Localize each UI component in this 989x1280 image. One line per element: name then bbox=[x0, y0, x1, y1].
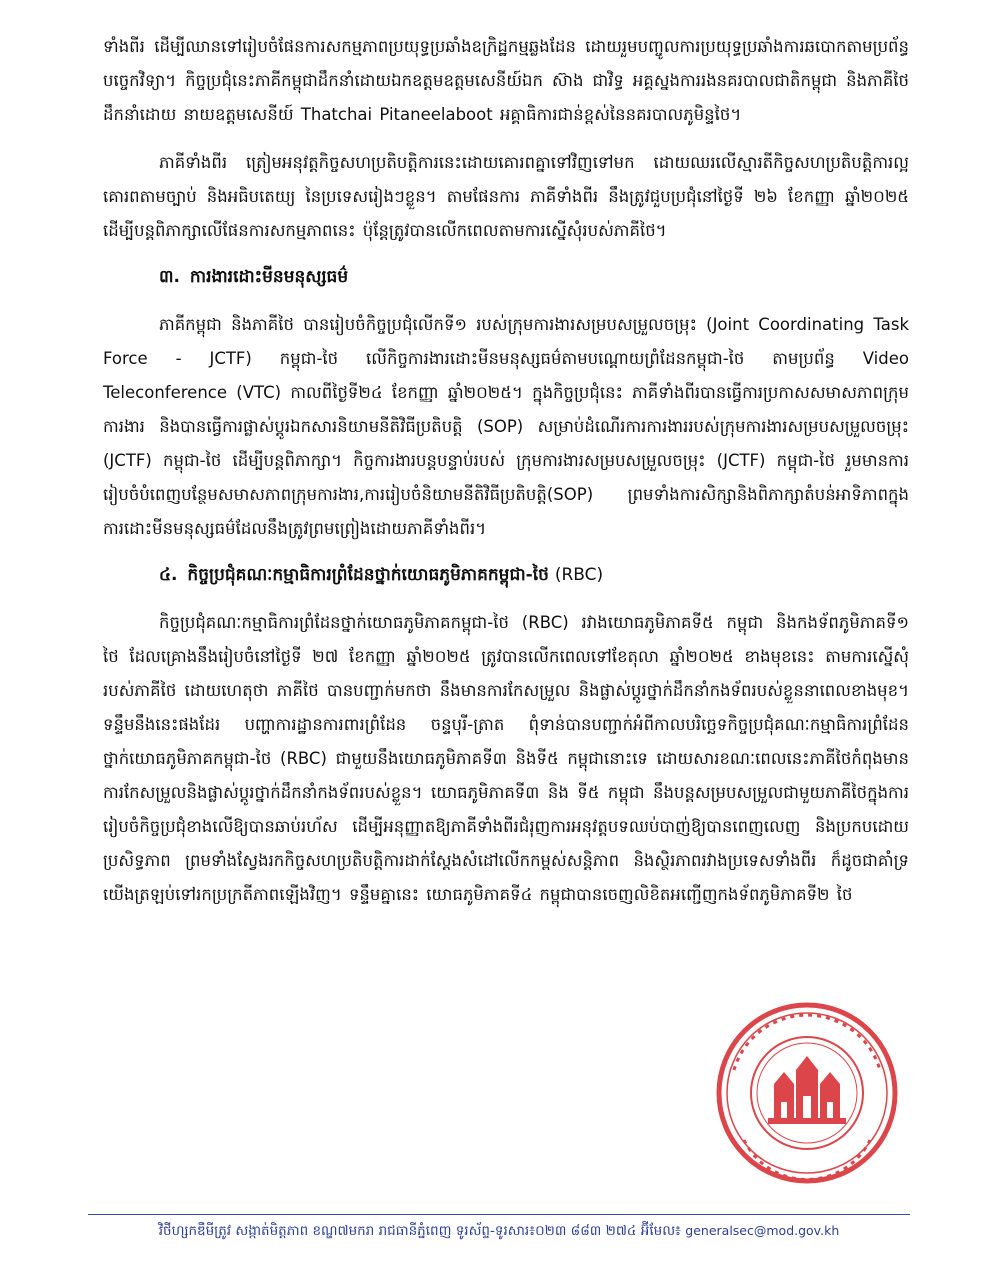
ministry-seal bbox=[704, 1000, 910, 1186]
section-title-4-abbr: (RBC) bbox=[554, 565, 604, 585]
paragraph-continuation: ទាំងពីរ ដើម្បីឈានទៅរៀបចំផែនការសកម្មភាពប្រយុទ្ធប្រឆាំងឧក្រិដ្ឋកម្មឆ្លងដែន ដោយរួមបញ្ចូលការប្រយុទ្ធប្រឆាំងការឆបោកតាមប្រព័ន្ធបច្ចេកវិទ្យា។ កិច្ចប្រជុំនេះភាគីកម្ពុជាដឹកនាំដោយឯកឧត្តមឧត្តមសេនីយ៍ឯក ស៊ាង ជាវិទ្ធ អគ្គស្នងការរងនគរបាលជាតិកម្ពុជា និងភាគីថៃដឹកនាំដោយ នាយឧត្តមសេនីយ៍ Thatchai Pitaneelaboot អគ្គាធិការជាន់ខ្ពស់នៃនគរបាលភូមិន្ទថៃ។ bbox=[103, 37, 909, 124]
paragraph-demining: ភាគីកម្ពុជា និងភាគីថៃ បានរៀបចំកិច្ចប្រជុំលើកទី១ របស់ក្រុមការងារសម្របសម្រួលចម្រុះ (Joint Coordinating Task Force - JCTF) កម្ពុជា-ថៃ លើកិច្ចការងារដោះមីនមនុស្សធម៌តាមបណ្ដោយព្រំដែនកម្ពុជា-ថៃ តាមប្រព័ន្ធ Video Teleconference (VTC) កាលពីថ្ងៃទី២៤ ខែកញ្ញា ឆ្នាំ២០២៥។ ក្នុងកិច្ចប្រជុំនេះ ភាគីទាំងពីរបានធ្វើការប្រកាសសមាសភាពក្រុមការងារ និងបានធ្វើការផ្លាស់ប្តូរឯកសារនិយាមនីតិវិធីប្រតិបត្តិ (SOP) សម្រាប់ដំណើរការការងាររបស់ក្រុមការងារសម្របសម្រួលចម្រុះ (JCTF) កម្ពុជា-ថៃ ដើម្បីបន្តពិភាក្សា។ កិច្ចការងារបន្តបន្ទាប់របស់ ក្រុមការងារសម្របសម្រួលចម្រុះ (JCTF) កម្ពុជា-ថៃ រួមមានការរៀបចំបំពេញបន្ថែមសមាសភាពក្រុមការងារ,ការរៀបចំនិយាមនីតិវិធីប្រតិបត្តិ(SOP) ព្រមទាំងការសិក្សានិងពិភាក្សាតំបន់អាទិភាពក្នុងការដោះមីនមនុស្សធម៌ដែលនឹងត្រូវព្រមព្រៀងដោយភាគីទាំងពីរ។ bbox=[103, 315, 909, 538]
paragraph-cooperation: ភាគីទាំងពីរ ត្រៀមអនុវត្តកិច្ចសហប្រតិបត្តិការនេះដោយគោរពគ្នាទៅវិញទៅមក ដោយឈរលើស្មារតីកិច្ចសហប្រតិបត្តិការល្អ គោរពតាមច្បាប់ និងអធិបតេយ្យ នៃប្រទេសរៀងៗខ្លួន។ តាមផែនការ ភាគីទាំងពីរ នឹងត្រូវជួបប្រជុំនៅថ្ងៃទី ២៦ ខែកញ្ញា ឆ្នាំ២០២៥ ដើម្បីបន្តពិភាក្សាលើផែនការសកម្មភាពនេះ ប៉ុន្តែត្រូវបានលើកពេលតាមការស្នើសុំរបស់ភាគីថៃ។ bbox=[103, 153, 909, 240]
footer-rule bbox=[88, 1214, 910, 1215]
document-page bbox=[103, 30, 909, 912]
footer-address: វិថីហ្សកឌឺមីត្រូវ សង្កាត់មិត្តភាព ខណ្ឌ៧មករា រាជធានីភ្នំពេញ ទូរស័ព្ទ-ទូរសារ៖០២៣ ៨៨៣ ២៧៤ អ៊ីមែល៖ bbox=[158, 1223, 681, 1239]
section-heading-3 bbox=[103, 260, 909, 294]
section-number-4: ៤. bbox=[159, 565, 178, 585]
section-title-3: ការងារដោះមីនមនុស្សធម៌ bbox=[189, 267, 349, 287]
section-number-3: ៣. bbox=[159, 267, 180, 287]
paragraph-rbc: កិច្ចប្រជុំគណៈកម្មាធិការព្រំដែនថ្នាក់យោធភូមិភាគកម្ពុជា-ថៃ (RBC) រវាងយោធភូមិភាគទី៥ កម្ពុជា និងកងទ័ពភូមិភាគទី១ ថៃ ដែលគ្រោងនឹងរៀបចំនៅថ្ងៃទី ២៧ ខែកញ្ញា ឆ្នាំ២០២៥ ត្រូវបានលើកពេលទៅខែតុលា ឆ្នាំ២០២៥ ខាងមុខនេះ តាមការស្នើសុំរបស់ភាគីថៃ ដោយហេតុថា ភាគីថៃ បានបញ្ជាក់មកថា នឹងមានការកែសម្រួល និងផ្លាស់ប្តូរថ្នាក់ដឹកនាំកងទ័ពរបស់ខ្លួននាពេលខាងមុខ។ ទន្ទឹមនឹងនេះផងដែរ បញ្ហាការដ្ឋានការពារព្រំដែន ចន្ទបុរី-ត្រាត ពុំទាន់បានបញ្ជាក់អំពីកាលបរិច្ឆេទកិច្ចប្រជុំគណៈកម្មាធិការព្រំដែនថ្នាក់យោធភូមិភាគកម្ពុជា-ថៃ (RBC) ជាមួយនឹងយោធភូមិភាគទី៣ និងទី៥ កម្ពុជានោះទេ ដោយសារខណៈពេលនេះភាគីថៃកំពុងមានការកែសម្រួលនិងផ្លាស់ប្តូរថ្នាក់ដឹកនាំកងទ័ពរបស់ខ្លួន។ យោធភូមិភាគទី៣ និង ទី៥ កម្ពុជា នឹងបន្តសម្របសម្រួលជាមួយភាគីថៃក្នុងការរៀបចំកិច្ចប្រជុំខាងលើឱ្យបានឆាប់រហ័ស ដើម្បីអនុញ្ញាតឱ្យភាគីទាំងពីរជំរុញការអនុវត្តបទឈប់បាញ់ឱ្យបានពេញលេញ និងប្រកបដោយប្រសិទ្ធភាព ព្រមទាំងស្វែងរកកិច្ចសហប្រតិបត្តិការដាក់ស្តែងសំដៅលើកកម្ពស់សន្តិភាព និងស្ថិរភាពរវាងប្រទេសទាំងពីរ ក៏ដូចជាគាំទ្រយើងត្រឡប់ទៅរកប្រក្រតីភាពឡើងវិញ។ ទន្ទឹមគ្នានេះ យោធភូមិភាគទី៤ កម្ពុជាបានចេញលិខិតអញ្ជើញកងទ័ពភូមិភាគទី២ ថៃ bbox=[103, 613, 909, 904]
section-title-4: កិច្ចប្រជុំគណៈកម្មាធិការព្រំដែនថ្នាក់យោធភូមិភាគកម្ពុជា-ថៃ bbox=[187, 565, 549, 585]
page-footer bbox=[88, 1220, 910, 1242]
footer-email: generalsec@mod.gov.kh bbox=[685, 1223, 840, 1238]
section-heading-4 bbox=[103, 558, 909, 592]
